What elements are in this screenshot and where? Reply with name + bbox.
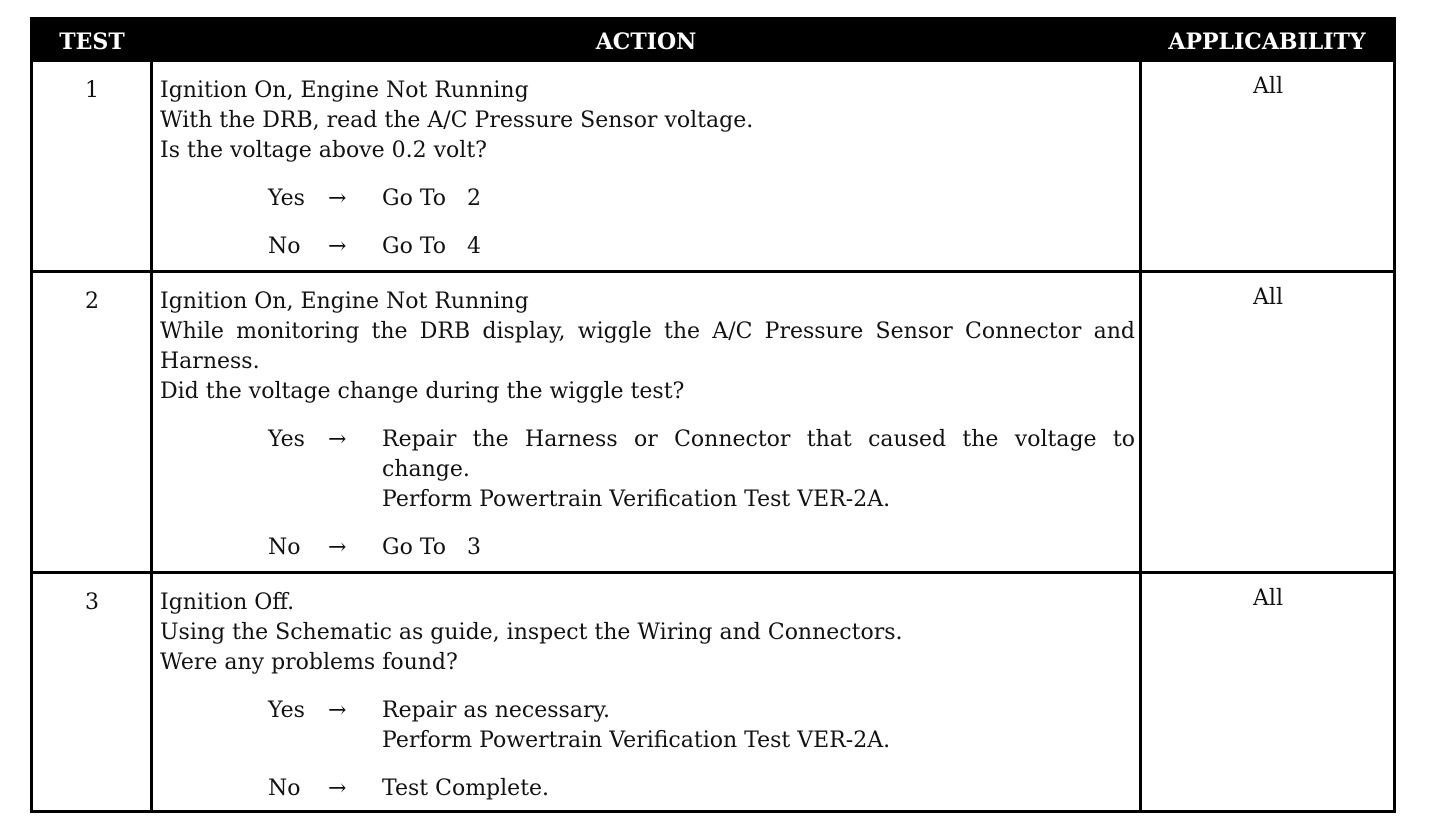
result-line: Perform Powertrain Verification Test VER-2A. xyxy=(382,487,891,512)
action-line: Were any problems found? xyxy=(160,650,458,675)
result-line: Perform Powertrain Verification Test VER-2A. xyxy=(382,728,891,753)
arrow-icon: → xyxy=(328,186,347,211)
no-branch xyxy=(160,774,1135,804)
action-cell xyxy=(160,76,1135,262)
arrow-icon: → xyxy=(328,776,347,801)
yes-branch xyxy=(160,184,1135,214)
result-line: Test Complete. xyxy=(382,776,550,801)
action-line: Is the voltage above 0.2 volt? xyxy=(160,138,487,163)
action-cell xyxy=(160,588,1135,804)
table-row xyxy=(33,270,1393,574)
arrow-icon: → xyxy=(328,535,347,560)
result-line: Go To 3 xyxy=(382,535,481,560)
yes-branch xyxy=(160,696,1135,756)
action-line: Ignition On, Engine Not Running xyxy=(160,289,529,314)
header-action: ACTION xyxy=(595,29,697,55)
no-branch xyxy=(160,232,1135,262)
action-line: Using the Schematic as guide, inspect the Wiring and Connectors. xyxy=(160,620,903,645)
result-line: Go To 2 xyxy=(382,186,481,211)
arrow-icon: → xyxy=(328,234,347,259)
action-line: Ignition Off. xyxy=(160,590,295,615)
yes-label: Yes xyxy=(268,698,305,723)
action-line: Ignition On, Engine Not Running xyxy=(160,78,529,103)
yes-result xyxy=(382,696,1135,756)
test-number: 2 xyxy=(85,289,99,314)
action-line: With the DRB, read the A/C Pressure Sensor voltage. xyxy=(160,108,754,133)
result-line: Go To 4 xyxy=(382,234,481,259)
header-test: TEST xyxy=(59,29,125,55)
arrow-icon: → xyxy=(328,698,347,723)
no-branch xyxy=(160,533,1135,563)
no-result xyxy=(382,232,1135,262)
no-result xyxy=(382,774,1135,804)
action-line: While monitoring the DRB display, wiggle the A/C Pressure Sensor Connector and Harness. xyxy=(160,319,1135,374)
yes-result xyxy=(382,184,1135,214)
yes-branch xyxy=(160,425,1135,515)
no-label: No xyxy=(268,776,301,801)
no-label: No xyxy=(268,535,301,560)
column-divider xyxy=(150,62,153,810)
result-line: Repair the Harness or Connector that caused the voltage to change. xyxy=(382,427,1135,482)
applicability-value: All xyxy=(1253,285,1283,310)
test-number: 1 xyxy=(85,78,99,103)
table-header xyxy=(33,20,1393,62)
yes-label: Yes xyxy=(268,186,305,211)
no-label: No xyxy=(268,234,301,259)
arrow-icon: → xyxy=(328,427,347,452)
yes-label: Yes xyxy=(268,427,305,452)
yes-result xyxy=(382,425,1135,515)
table-row xyxy=(33,571,1393,813)
header-applicability: APPLICABILITY xyxy=(1168,29,1366,55)
action-line: Did the voltage change during the wiggle test? xyxy=(160,379,685,404)
no-result xyxy=(382,533,1135,563)
action-cell xyxy=(160,287,1135,563)
column-divider xyxy=(1139,62,1142,810)
diagnostic-test-table xyxy=(30,17,1396,813)
applicability-value: All xyxy=(1253,586,1283,611)
test-number: 3 xyxy=(85,590,99,615)
result-line: Repair as necessary. xyxy=(382,698,610,723)
applicability-value: All xyxy=(1253,74,1283,99)
table-row xyxy=(33,62,1393,274)
